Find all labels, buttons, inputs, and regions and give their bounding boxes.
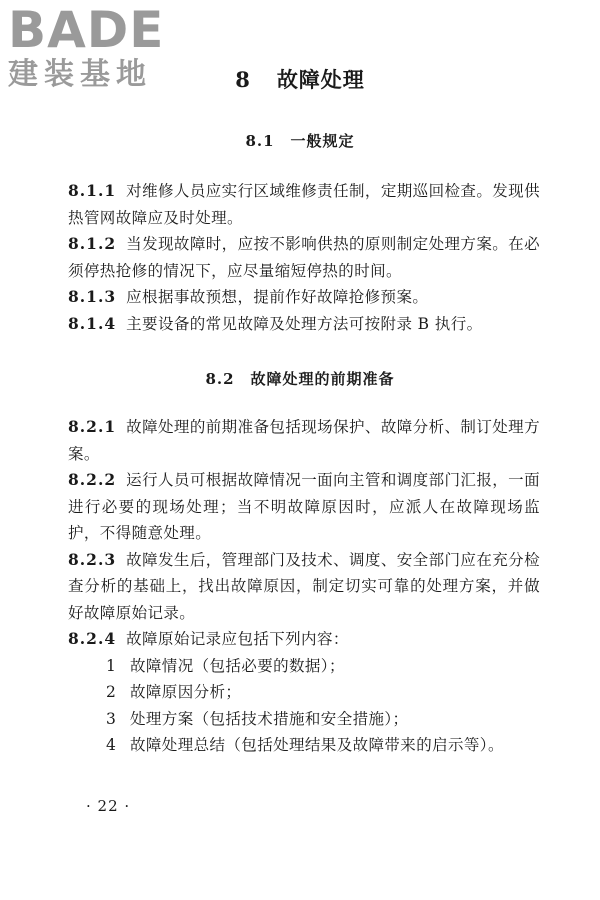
clause-number: 8.2.1 [68, 417, 117, 436]
list-item [68, 706, 540, 733]
clause-text: 应根据事故预想，提前作好故障抢修预案。 [126, 288, 429, 306]
section-title-8-2 [0, 368, 600, 389]
logo-subtitle: 建装基地 [8, 57, 152, 92]
clause-text: 对维修人员应实行区域维修责任制，定期巡回检查。发现供热管网故障应及时处理。 [68, 182, 540, 227]
clause-text: 故障处理的前期准备包括现场保护、故障分析、制订处理方案。 [68, 418, 540, 463]
clause-number: 8.2.2 [68, 470, 117, 489]
section-title-text: 故障处理的前期准备 [250, 370, 395, 388]
clause-text: 当发现故障时，应按不影响供热的原则制定处理方案。在必须停热抢修的情况下，应尽量缩短停热的时间。 [68, 235, 540, 280]
clause-number: 8.1.2 [68, 234, 117, 253]
chapter-title-text: 故障处理 [276, 67, 365, 92]
clause-text: 故障原始记录应包括下列内容： [126, 630, 349, 648]
clause-8-1-3 [68, 284, 540, 311]
section-title-text: 一般规定 [290, 132, 355, 150]
list-item [68, 679, 540, 706]
clause-number: 8.2.3 [68, 549, 117, 569]
clause-text: 故障发生后，管理部门及技术、调度、安全部门应在充分检查分析的基础上，找出故障原因，制定切实可靠的处理方案，并做好故障原始记录。 [68, 550, 540, 622]
logo-mark: BADE [8, 1, 165, 59]
section-number: 8.2 [205, 370, 235, 388]
clause-text: 主要设备的常见故障及处理方法可按附录 B 执行。 [126, 314, 483, 333]
clause-number: 8.1.4 [68, 313, 117, 333]
list-text: 处理方案（包括技术措施和安全措施）； [130, 709, 409, 728]
clause-8-1-4 [68, 311, 540, 338]
list-index: 2 [106, 683, 117, 701]
clause-8-1-1 [68, 178, 540, 231]
clause-number: 8.2.4 [68, 629, 117, 648]
chapter-title [0, 64, 600, 94]
list-item [68, 732, 540, 759]
clause-8-2-3 [68, 547, 540, 627]
section-title-8-1 [0, 130, 600, 151]
list-text: 故障处理总结（包括处理结果及故障带来的启示等）。 [130, 736, 504, 754]
list-text: 故障情况（包括必要的数据）； [130, 656, 345, 675]
list-index: 3 [106, 709, 117, 728]
clause-8-2-2 [68, 467, 540, 547]
section-number: 8.1 [245, 132, 275, 150]
page-number: · 22 · [86, 797, 131, 815]
list-index: 4 [106, 736, 117, 754]
list-item [68, 653, 540, 680]
clause-text: 运行人员可根据故障情况一面向主管和调度部门汇报，一面进行必要的现场处理；当不明故障原因时，应派人在故障现场监护，不得随意处理。 [68, 471, 540, 542]
clause-number: 8.1.3 [68, 287, 117, 306]
clause-8-1-2 [68, 231, 540, 284]
section-8-1-body [68, 178, 540, 337]
list-text: 故障原因分析； [130, 683, 242, 701]
clause-8-2-4 [68, 626, 540, 653]
clause-number: 8.1.1 [68, 181, 117, 200]
clause-8-2-1 [68, 414, 540, 467]
section-8-2-body [68, 414, 540, 759]
list-index: 1 [106, 656, 117, 675]
chapter-number: 8 [235, 67, 251, 92]
